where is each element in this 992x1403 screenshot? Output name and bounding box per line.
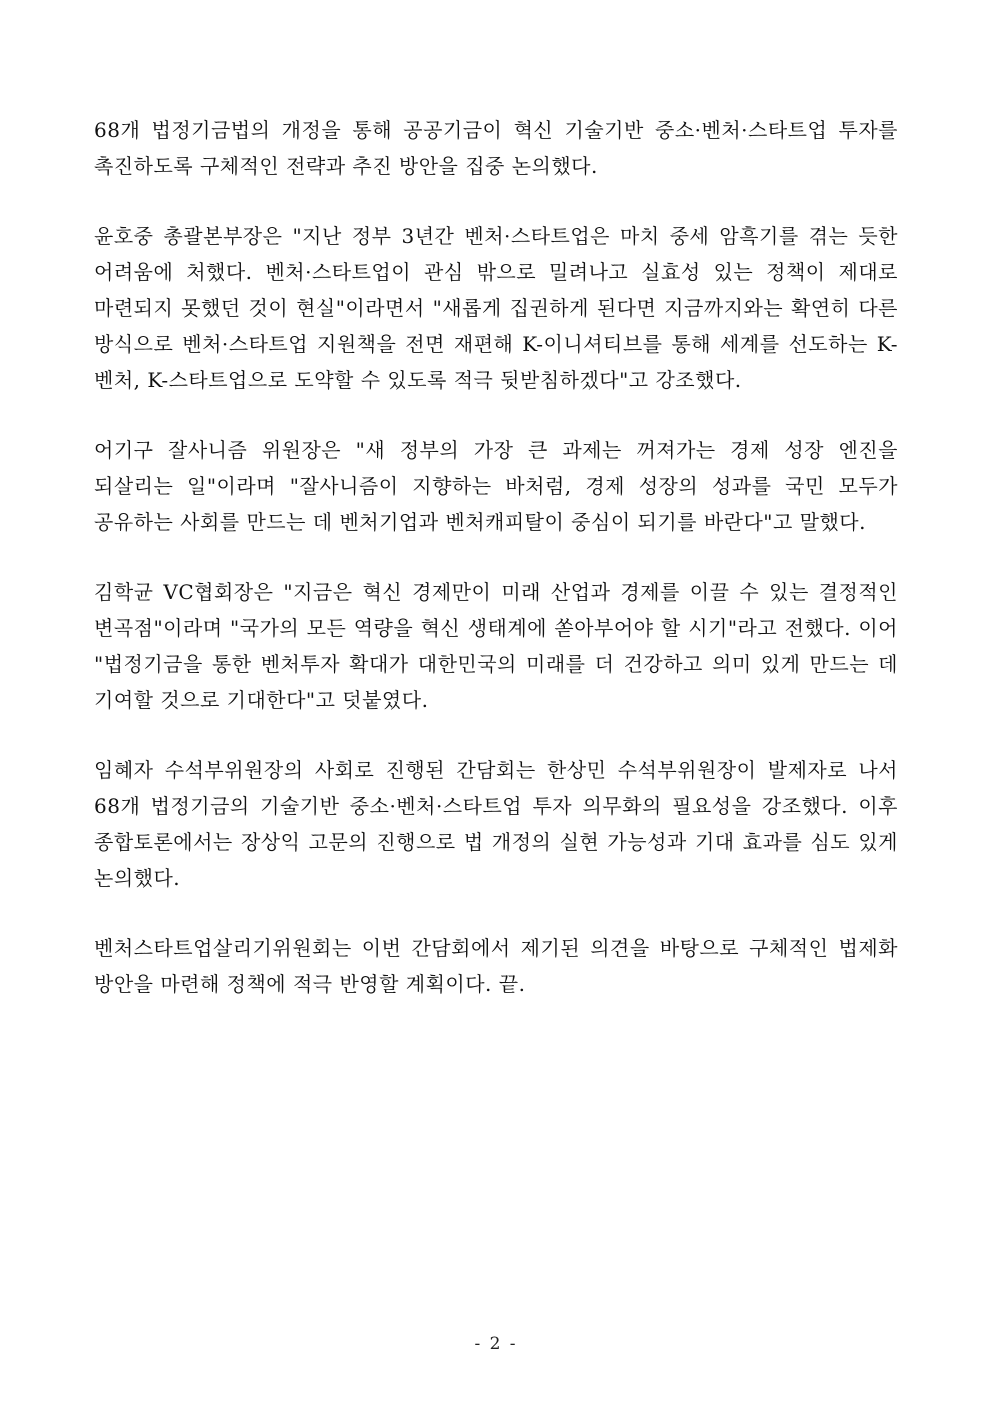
paragraph-meeting-proceedings: 임혜자 수석부위원장의 사회로 진행된 간담회는 한상민 수석부위원장이 발제자로 나서 68개 법정기금의 기술기반 중소·벤처·스타트업 투자 의무화의 필요성을 강조했다. 이후 종합토론에서는 장상익 고문의 진행으로 법 개정의 실현 가능성과 기대 효과를 심도 있게 논의했다. xyxy=(94,758,898,890)
paragraph-eo-gigu-quote: 어기구 잘사니즘 위원장은 "새 정부의 가장 큰 과제는 꺼져가는 경제 성장 엔진을 되살리는 일"이라며 "잘사니즘이 지향하는 바처럼, 경제 성장의 성과를 국민 모두가 공유하는 사회를 만드는 데 벤처기업과 벤처캐피탈이 중심이 되기를 바란다"고 말했다. xyxy=(94,438,898,534)
document-body xyxy=(94,112,898,1036)
paragraph-yoon-hojung-quote: 윤호중 총괄본부장은 "지난 정부 3년간 벤처·스타트업은 마치 중세 암흑기를 겪는 듯한 어려움에 처했다. 벤처·스타트업이 관심 밖으로 밀려나고 실효성 있는 정책이 제대로 마련되지 못했던 것이 현실"이라면서 "새롭게 집권하게 된다면 지금까지와는 확연히 다른 방식으로 벤처·스타트업 지원책을 전면 재편해 K-이니셔티브를 통해 세계를 선도하는 K-벤처, K-스타트업으로 도약할 수 있도록 적극 뒷받침하겠다"고 강조했다. xyxy=(94,224,898,392)
paragraph-closing-plan: 벤처스타트업살리기위원회는 이번 간담회에서 제기된 의견을 바탕으로 구체적인 법제화 방안을 마련해 정책에 적극 반영할 계획이다. 끝. xyxy=(94,936,898,996)
paragraph-fund-law-intro: 68개 법정기금법의 개정을 통해 공공기금이 혁신 기술기반 중소·벤처·스타트업 투자를 촉진하도록 구체적인 전략과 추진 방안을 집중 논의했다. xyxy=(94,118,898,178)
page-number: - 2 - xyxy=(474,1334,518,1354)
paragraph-kim-hakgyun-quote: 김학균 VC협회장은 "지금은 혁신 경제만이 미래 산업과 경제를 이끌 수 있는 결정적인 변곡점"이라며 "국가의 모든 역량을 혁신 생태계에 쏟아부어야 할 시기"라고 전했다. 이어 "법정기금을 통한 벤처투자 확대가 대한민국의 미래를 더 건강하고 의미 있게 만드는 데 기여할 것으로 기대한다"고 덧붙였다. xyxy=(94,580,898,712)
